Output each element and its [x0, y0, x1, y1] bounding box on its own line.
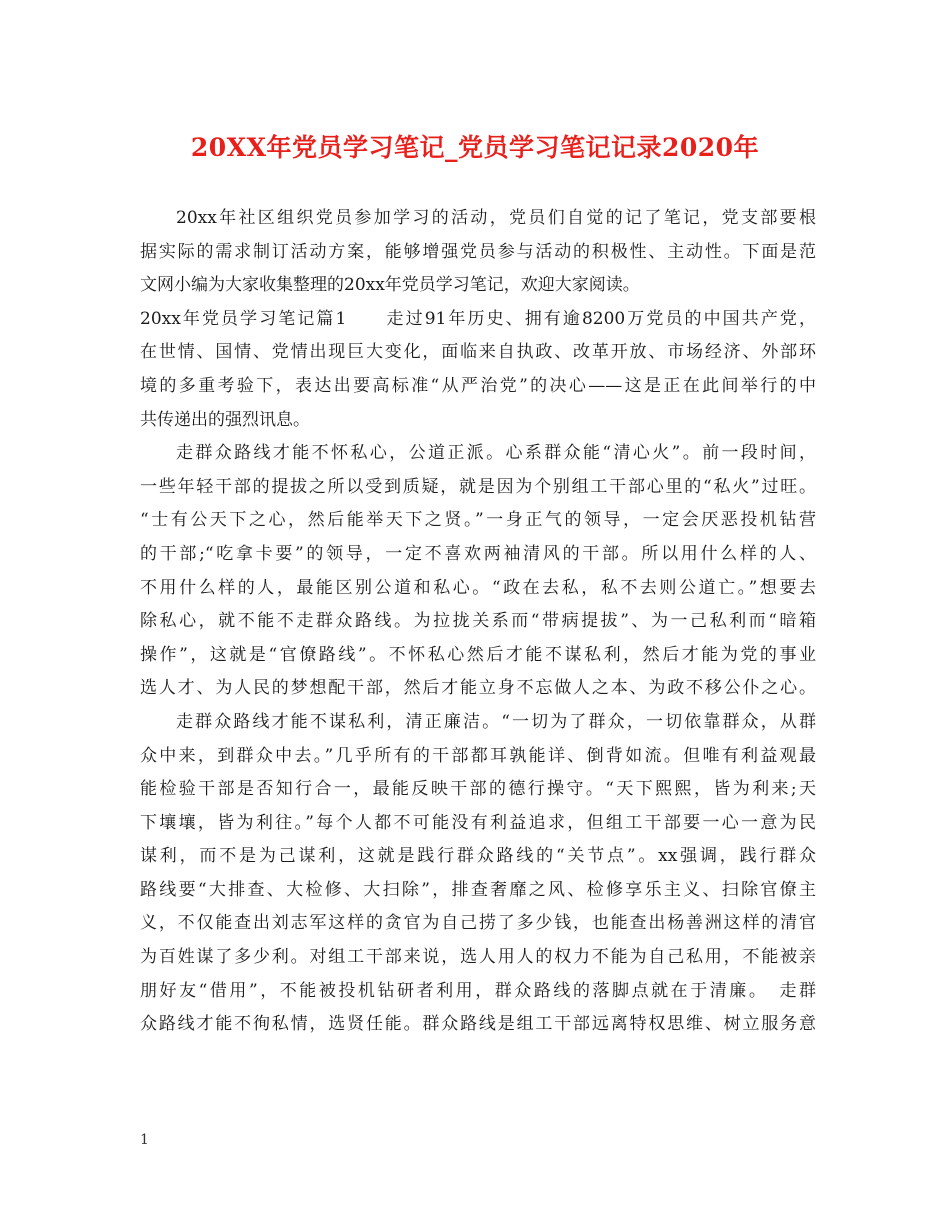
text-line: “士有公天下之心，然后能举天下之贤。”一身正气的领导，一定会厌恶投机钻营: [140, 510, 816, 531]
text-line: 为百姓谋了多少利。对组工干部来说，选人用人的权力不能为自己私用，不能被亲: [140, 947, 816, 968]
text-line: 文网小编为大家收集整理的20xx年党员学习笔记，欢迎大家阅读。: [140, 275, 640, 296]
text-line: 众中来，到群众中去。”几乎所有的干部都耳孰能详、倒背如流。但唯有利益观最: [140, 745, 816, 766]
text-line: 走群众路线才能不谋私利，清正廉洁。“一切为了群众，一切依靠群众，从群: [176, 711, 816, 732]
text-line: 除私心，就不能不走群众路线。为拉拢关系而“带病提拔”、为一己私利而“暗箱: [140, 611, 816, 632]
text-line: 操作”，这就是“官僚路线”。不怀私心然后才能不谋私利，然后才能为党的事业: [140, 644, 816, 665]
text-line: 的干部;“吃拿卡要”的领导，一定不喜欢两袖清风的干部。所以用什么样的人、: [140, 543, 816, 564]
document-title: 20XX年党员学习笔记_党员学习笔记记录2020年: [190, 133, 760, 162]
text-line: 下壤壤，皆为利往。”每个人都不可能没有利益追求，但组工干部要一心一意为民: [140, 812, 816, 833]
text-line: 20xx年社区组织党员参加学习的活动，党员们自觉的记了笔记，党支部要根: [176, 208, 816, 228]
text-line: 义，不仅能查出刘志军这样的贪官为自己捞了多少钱，也能查出杨善洲这样的清官: [140, 913, 816, 934]
text-line: 境的多重考验下，表达出要高标准“从严治党”的决心——这是正在此间举行的中: [140, 375, 816, 396]
text-line: 路线要“大排查、大检修、大扫除”，排查奢靡之风、检修享乐主义、扫除官僚主: [140, 879, 816, 900]
text-line: 能检验干部是否知行合一，最能反映干部的德行操守。“天下熙熙，皆为利来;天: [140, 779, 816, 800]
document-body: [140, 202, 816, 1042]
text-line: 据实际的需求制订活动方案，能够增强党员参与活动的积极性、主动性。下面是范: [140, 241, 816, 262]
page-number: 1: [140, 1132, 149, 1148]
text-line: 走群众路线才能不怀私心，公道正派。心系群众能“清心火”。前一段时间，: [176, 443, 816, 464]
text-line: 一些年轻干部的提拔之所以受到质疑，就是因为个别组工干部心里的“私火”过旺。: [140, 476, 816, 497]
text-line: 朋好友“借用”，不能被投机钻研者利用，群众路线的落脚点就在于清廉。 走群: [140, 980, 816, 1001]
text-line: 不用什么样的人，最能区别公道和私心。“政在去私，私不去则公道亡。”想要去: [140, 577, 816, 598]
text-line: 众路线才能不徇私情，选贤任能。群众路线是组工干部远离特权思维、树立服务意: [140, 1014, 816, 1035]
text-line: 20xx年党员学习笔记篇1 走过91年历史、拥有逾8200万党员的中国共产党，: [140, 308, 816, 329]
text-line: 选人才、为人民的梦想配干部，然后才能立身不忘做人之本、为政不移公仆之心。: [140, 678, 816, 699]
text-line: 在世情、国情、党情出现巨大变化，面临来自执政、改革开放、市场经济、外部环: [140, 342, 816, 363]
text-line: 谋利，而不是为己谋利，这就是践行群众路线的“关节点”。xx强调，践行群众: [140, 846, 816, 867]
text-line: 共传递出的强烈讯息。: [140, 409, 310, 430]
